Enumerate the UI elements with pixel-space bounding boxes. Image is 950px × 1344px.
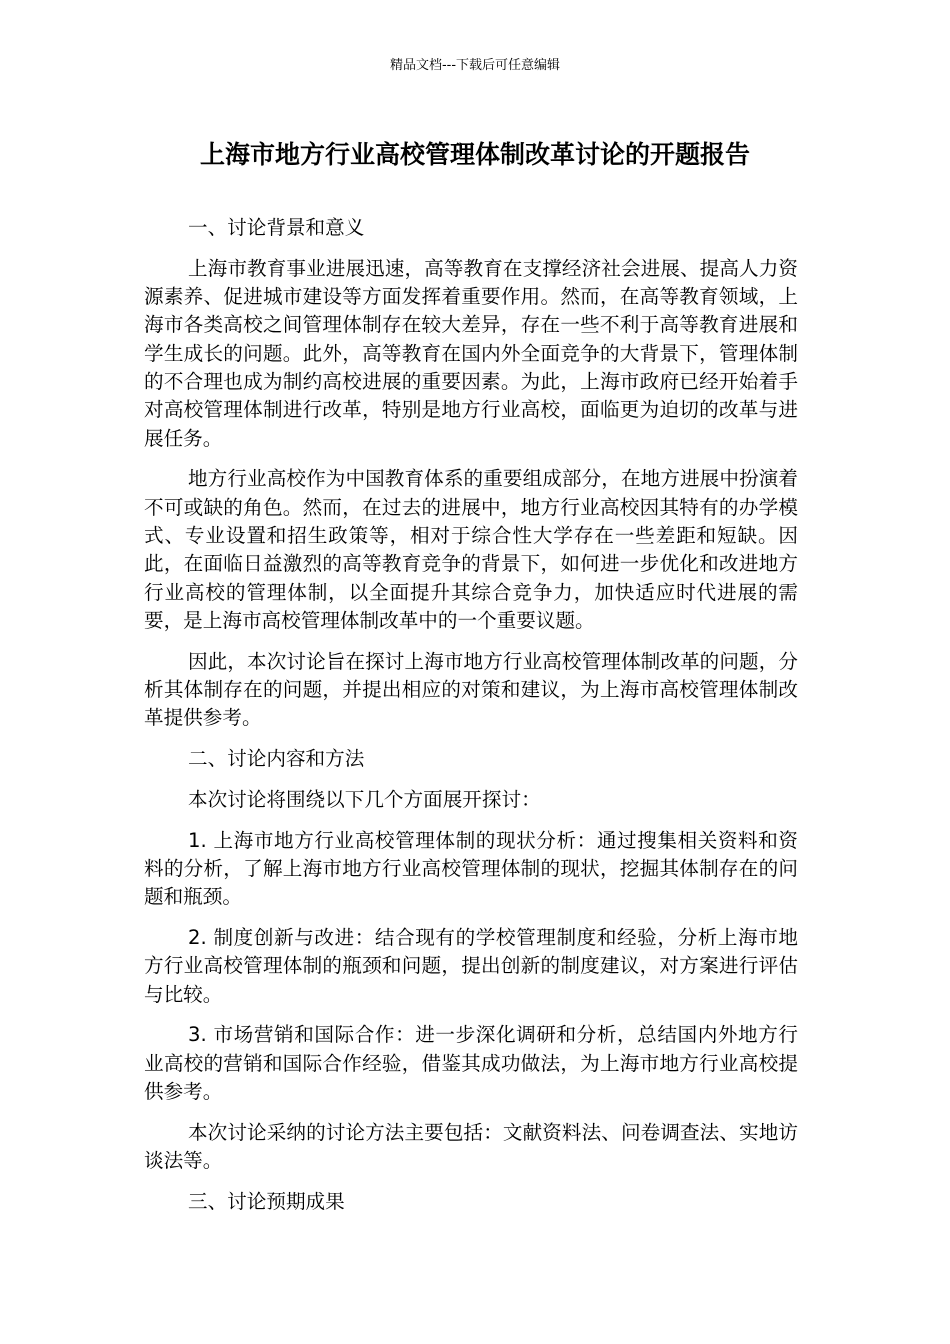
paragraph-content-intro: 本次讨论将围绕以下几个方面展开探讨： [188, 787, 541, 811]
section-heading-content-method: 二、讨论内容和方法 [188, 747, 365, 771]
paragraph-background-3: 因此，本次讨论旨在探讨上海市地方行业高校管理体制改革的问题，分析其体制存在的问题，并提出相应的对策和建议，为上海市高校管理体制改革提供参考。 [144, 649, 798, 730]
paragraph-background-2: 地方行业高校作为中国教育体系的重要组成部分，在地方进展中扮演着不可或缺的角色。然而，在过去的进展中，地方行业高校因其特有的办学模式、专业设置和招生政策等，相对于综合性大学存在一些差距和短缺。因此，在面临日益激烈的高等教育竞争的背景下，如何进一步优化和改进地方行业高校的管理体制，以全面提升其综合竞争力，加快适应时代进展的需要，是上海市高校管理体制改革中的一个重要议题。 [144, 467, 798, 632]
section-heading-expected-results: 三、讨论预期成果 [188, 1189, 345, 1213]
list-item-2: 2. 制度创新与改进：结合现有的学校管理制度和经验，分析上海市地方行业高校管理体制的瓶颈和问题，提出创新的制度建议，对方案进行评估与比较。 [144, 926, 798, 1006]
list-item-1: 1. 上海市地方行业高校管理体制的现状分析：通过搜集相关资料和资料的分析，了解上海市地方行业高校管理体制的现状，挖掘其体制存在的问题和瓶颈。 [144, 828, 798, 909]
paragraph-methods: 本次讨论采纳的讨论方法主要包括：文献资料法、问卷调查法、实地访谈法等。 [144, 1120, 798, 1173]
document-title: 上海市地方行业高校管理体制改革讨论的开题报告 [199, 140, 750, 169]
section-heading-background: 一、讨论背景和意义 [188, 216, 365, 239]
document-body [144, 214, 798, 1229]
paragraph-background-1: 上海市教育事业进展迅速，高等教育在支撑经济社会进展、提高人力资源素养、促进城市建设等方面发挥着重要作用。然而，在高等教育领域，上海市各类高校之间管理体制存在较大差异，存在一些不利于高等教育进展和学生成长的问题。此外，高等教育在国内外全面竞争的大背景下，管理体制的不合理也成为制约高校进展的重要因素。为此，上海市政府已经开始着手对高校管理体制进行改革，特别是地方行业高校，面临更为迫切的改革与进展任务。 [144, 256, 798, 450]
list-item-3: 3. 市场营销和国际合作：进一步深化调研和分析，总结国内外地方行业高校的营销和国际合作经验，借鉴其成功做法，为上海市地方行业高校提供参考。 [144, 1023, 798, 1104]
page-header-note: 精品文档---下载后可任意编辑 [389, 58, 561, 73]
